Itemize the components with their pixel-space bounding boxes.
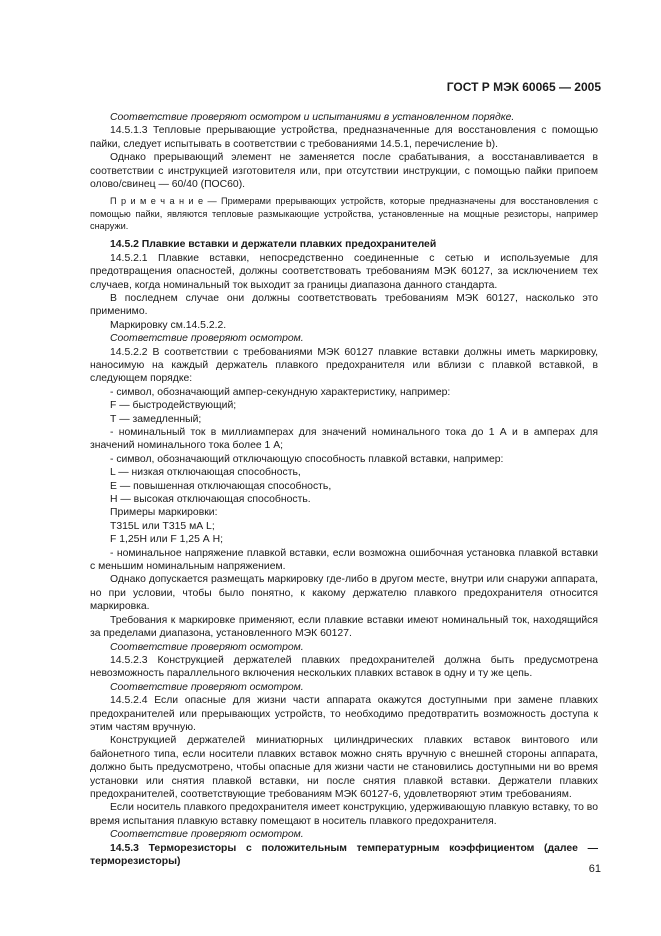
list-item: L — низкая отключающая способность, (110, 467, 301, 479)
list-item: Примеры маркировки: (110, 507, 218, 519)
section-heading: 14.5.2 Плавкие вставки и держатели плавких предохранителей (110, 239, 437, 251)
list-item: Н — высокая отключающая способность. (110, 494, 311, 506)
paragraph: Однако допускается размещать маркировку где-либо в другом месте, внутри или снаружи аппарата, но при условии, чтобы было понятно, к какому держателю плавкого предохранителя относится маркировка. (90, 574, 598, 613)
paragraph: 14.5.2.2 В соответствии с требованиями МЭК 60127 плавкие вставки должны иметь маркировку, наносимую на каждый держатель плавкого предохранителя или вблизи с плавкой вставкой, в следующем порядке: (90, 346, 598, 385)
list-item: T315L или Т315 мА L; (110, 520, 215, 532)
compliance-statement: Соответствие проверяют осмотром и испытаниями в установленном порядке. (110, 112, 515, 123)
paragraph: Однако прерывающий элемент не заменяется после срабатывания, а восстанавливается в соответствии с инструкцией изготовителя или, при отсутствии инструкции, с помощью пайки припоем олово/свинец — 60/40 (ПОС60). (90, 152, 598, 191)
list-item: - символ, обозначающий отключающую способность плавкой вставки, например: (110, 453, 504, 465)
paragraph: 14.5.2.1 Плавкие вставки, непосредственно соединенные с сетью и используемые для предотвращения опасностей, должны соответствовать требованиям МЭК 60127, за исключением тех случаев, когда номинальный ток выходит за границы диапазона данного стандарта. (90, 252, 598, 291)
list-item: - номинальное напряжение плавкой вставки, если возможна ошибочная установка плавкой вставки с меньшим номинальным напряжением. (90, 547, 598, 573)
paragraph: Требования к маркировке применяют, если плавкие вставки имеют номинальный ток, находящийся за пределами диапазона, установленного МЭК 60127. (90, 614, 598, 640)
page-number: 61 (588, 863, 601, 875)
standard-header: ГОСТ Р МЭК 60065 — 2005 (446, 80, 601, 94)
compliance-statement: Соответствие проверяют осмотром. (110, 333, 304, 345)
list-item: F — быстродействующий; (110, 400, 237, 412)
list-item: F 1,25Н или F 1,25 А Н; (110, 534, 223, 546)
compliance-statement: Соответствие проверяют осмотром. (110, 641, 304, 653)
paragraph: Если носитель плавкого предохранителя имеет конструкцию, удерживающую плавкую вставку, то во время испытания плавкую вставку помещают в носитель плавкого предохранителя. (90, 802, 598, 827)
list-item: Е — повышенная отключающая способность, (110, 480, 332, 492)
document-body (90, 111, 598, 868)
paragraph: Конструкцией держателей миниатюрных цилиндрических плавких вставок винтового или байонетного типа, если носители плавких вставок можно снять вручную с внешней стороны аппарата, должно быть предусмотрено, чтобы опасные для жизни части не становились доступными ни во время установки или снятия плавкой вставки, ни после снятия плавкой вставки. Держатели плавких предохранителей, соответствующие требованиям МЭК 60127-6, удовлетворяют этим требованиям. (90, 735, 598, 800)
paragraph: В последнем случае они должны соответствовать требованиям МЭК 60127, насколько это применимо. (90, 292, 598, 318)
paragraph: 14.5.2.3 Конструкцией держателей плавких предохранителей должна быть предусмотрена невозможность параллельного включения нескольких плавких вставок в одну и ту же цепь. (90, 654, 598, 680)
paragraph: 14.5.1.3 Тепловые прерывающие устройства, предназначенные для восстановления с помощью пайки, следует испытывать в соответствии с требованиями 14.5.1, перечисление b). (90, 125, 598, 150)
section-heading: 14.5.3 Терморезисторы с положительным температурным коэффициентом (далее — терморезисторы) (90, 842, 598, 868)
paragraph: 14.5.2.4 Если опасные для жизни части аппарата окажутся доступными при замене плавких предохранителей или прерывающих устройств, то необходимо предотвратить возможность доступа к этим частям вручную. (90, 695, 598, 733)
compliance-statement: Соответствие проверяют осмотром. (110, 681, 304, 693)
list-item: - символ, обозначающий ампер-секундную характеристику, например: (110, 386, 451, 398)
list-item: Т — замедленный; (110, 413, 202, 425)
paragraph: Маркировку см.14.5.2.2. (110, 319, 227, 331)
note: П р и м е ч а н и е — Примерами прерывающих устройств, которые предназначены для восстановления с помощью пайки, являются тепловые размыкающие устройства, установленные на мощные резисторы, например снаружи. (90, 196, 598, 232)
compliance-statement: Соответствие проверяют осмотром. (110, 829, 304, 841)
list-item: - номинальный ток в миллиамперах для значений номинального тока до 1 А и в амперах для значений номинального тока более 1 А; (90, 427, 598, 452)
